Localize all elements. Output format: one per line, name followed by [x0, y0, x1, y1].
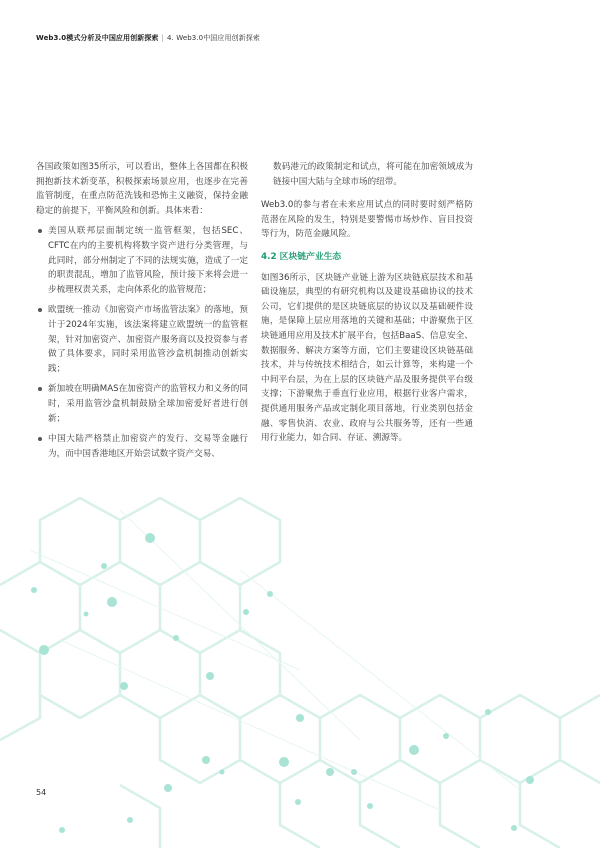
bullet-singapore: 新加坡在明确MAS在加密资产的监管权力和义务的同时，采用监管沙盒机制鼓励全球加密爱好者进行创新； [36, 382, 248, 426]
bullet-continuation: 数码港元的政策制定和试点，将可能在加密领域成为链接中国大陆与全球市场的纽带。 [273, 162, 473, 187]
right-column [261, 160, 473, 452]
intro-paragraph: 各国政策如图35所示，可以看出，整体上各国都在积极拥抱新技术新变革，积极探索场景应用，也逐步在完善监管制度，在重点防范洗钱和恐怖主义融资，保持金融稳定的前提下，平衡风险和创新。具体来看： [36, 162, 248, 216]
section-heading: 4.2 区块链产业生态 [261, 251, 342, 262]
header-separator: | [161, 34, 164, 42]
page-number: 54 [36, 788, 47, 797]
running-header [36, 33, 260, 43]
header-section: 4. Web3.0中国应用创新探索 [167, 34, 260, 42]
bullet-usa: 美国从联邦层面制定统一监管框架，包括SEC、CFTC在内的主要机构将数字资产进行分类管理，与此同时，部分州制定了不同的法规实施，造成了一定的职责混乱，增加了监管风险，预计接下来将会进一步梳理权责关系，走向体系化的监管规范； [36, 224, 248, 297]
industry-paragraph: 如图36所示，区块链产业链上游为区块链底层技术和基础设施层，典型的有研究机构以及建设基础协议的技术公司，它们提供的是区块链底层的协议以及基础硬件设施，是保障上层应用落地的关键和基础；中游聚焦于区块链通用应用及技术扩展平台，包括BaaS、信息安全、数据服务、解决方案等方面，它们主要建设区块链基础技术，并与传统技术相结合，如云计算等，来构建一个中间平台层，为在上层的区块链产品及服务提供平台级支撑；下游聚焦于垂直行业应用，根据行业客户需求，提供通用服务产品或定制化项目落地，行业类别包括金融、零售快消、农业、政府与公共服务等，还有一些通用行业能力，如合同、存证、溯源等。 [261, 272, 473, 444]
left-column [36, 160, 248, 467]
document-title: Web3.0模式分析及中国应用创新探索 [36, 34, 159, 42]
risk-paragraph: Web3.0的参与者在未来应用试点的同时要时刻严格防范潜在风险的发生，特别是要警惕市场炒作、盲目投资等行为，防范金融风险。 [261, 200, 473, 240]
hexagon-network-decoration [0, 490, 600, 848]
bullet-china: 中国大陆严格禁止加密资产的发行、交易等金融行为，而中国香港地区开始尝试数字资产交易、 [36, 432, 248, 461]
bullet-eu: 欧盟统一推动《加密资产市场监管法案》的落地，预计于2024年实施，该法案将建立欧盟统一的监管框架，针对加密资产、加密资产服务商以及投资参与者做了具体要求，同时采用监管沙盒机制推动创新实践； [36, 303, 248, 376]
